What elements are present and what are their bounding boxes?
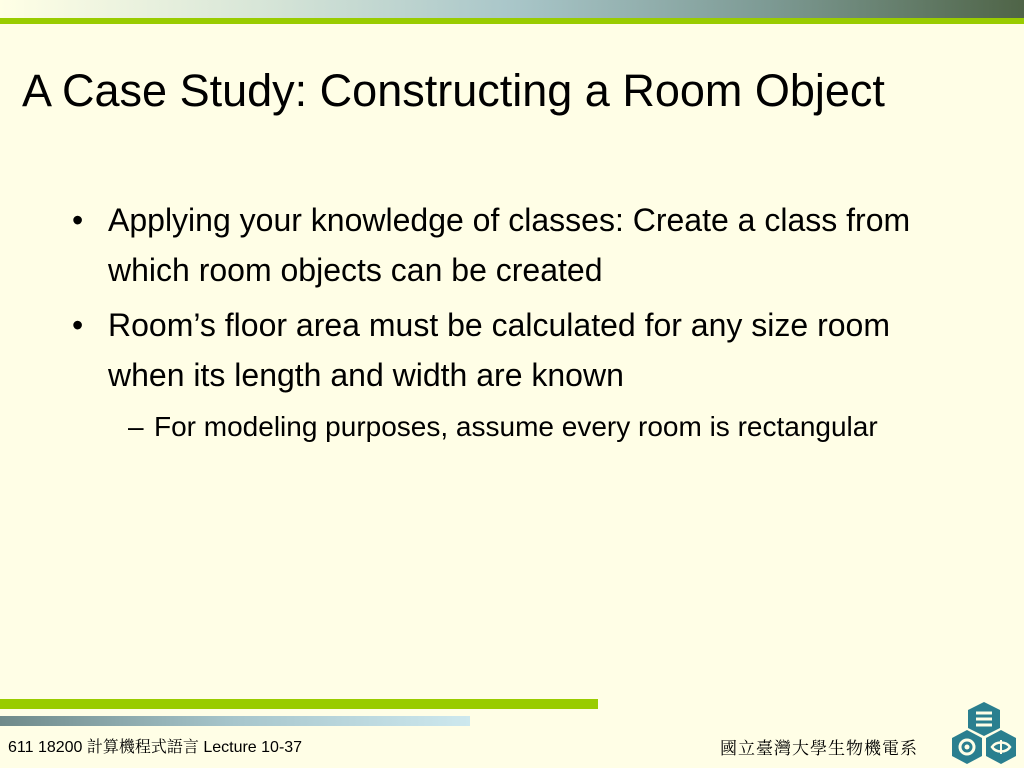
footer-course-label: 611 18200 計算機程式語言 Lecture 10-37 bbox=[8, 739, 303, 756]
top-gradient-bar bbox=[0, 0, 1024, 18]
bullet-mark: • bbox=[72, 307, 84, 343]
slide-title: A Case Study: Constructing a Room Object bbox=[22, 65, 885, 116]
bottom-accent-line-blue bbox=[0, 716, 470, 726]
top-accent-line bbox=[0, 18, 1024, 24]
university-emblem-icon bbox=[950, 700, 1018, 766]
bullet-text: Room’s floor area must be calculated for any size room when its length and width are known bbox=[108, 307, 890, 393]
footer-department-label: 國立臺灣大學生物機電系 bbox=[720, 739, 918, 759]
sub-bullet-mark: – bbox=[128, 411, 144, 442]
bullet-text: Applying your knowledge of classes: Create a class from which room objects can be created bbox=[108, 202, 911, 288]
bullet-mark: • bbox=[72, 202, 84, 238]
sub-bullet-text: For modeling purposes, assume every room is rectangular bbox=[154, 411, 878, 442]
bottom-accent-line-green bbox=[0, 699, 598, 709]
